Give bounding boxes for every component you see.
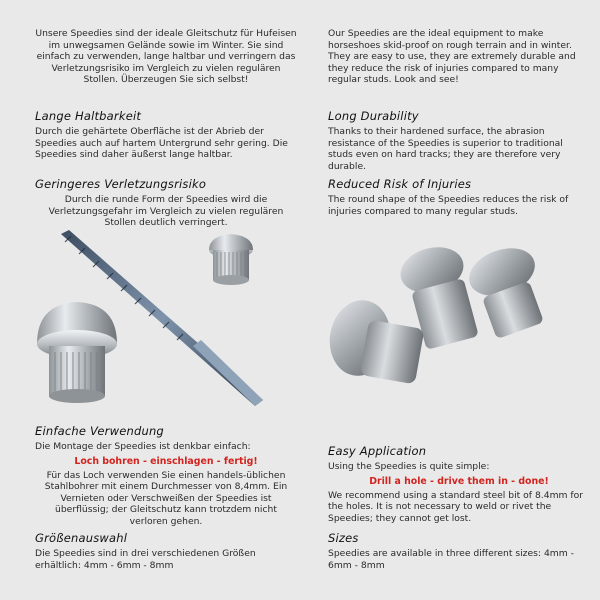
drill-and-studs-photo — [25, 228, 305, 420]
stud-front-icon — [324, 295, 425, 384]
de-risk-text: Durch die runde Form der Speedies wird die Verletzungsgefahr im Vergleich zu vielen regulären Stollen deutlich verringert. — [48, 194, 284, 229]
de-risk-block — [35, 177, 297, 229]
de-intro-text: Unsere Speedies sind der ideale Gleitschutz für Hufeisen im unwegsamen Gelände sowie im Winter. Sie sind einfach zu verwenden, lange haltbar und verringern das Verletzungsrisiko im Vergleich zu vielen regulären Stollen. Überzeugen Sie sich selbst! — [35, 28, 297, 86]
de-risk-title: Geringeres Verletzungsrisiko — [35, 177, 207, 191]
en-durability-block — [328, 109, 590, 172]
en-intro-text: Our Speedies are the ideal equipment to make horseshoes skid-proof on rough terrain and in winter. They are easy to use, they are extremely durable and they reduce the risk of injuries compared to many regular studs. Look and see! — [328, 28, 576, 86]
de-intro-block — [35, 28, 297, 86]
en-application-text-1: Using the Speedies is quite simple: — [328, 461, 490, 472]
three-studs-photo — [320, 228, 570, 428]
de-sizes-text: Die Speedies sind in drei verschiedenen Größen erhältlich: 4mm - 6mm - 8mm — [35, 548, 256, 571]
de-sizes-title: Größenauswahl — [35, 531, 128, 545]
en-sizes-block — [328, 531, 590, 571]
de-durability-title: Lange Haltbarkeit — [35, 109, 142, 123]
de-application-highlight: Loch bohren - einschlagen - fertig! — [74, 455, 258, 467]
en-risk-text: The round shape of the Speedies reduces the risk of injuries compared to many regular studs. — [328, 194, 569, 217]
en-application-text-2: We recommend using a standard steel bit of 8.4mm for the holes. It is not necessary to weld or rivet the Speedies; they cannot get lost. — [328, 489, 584, 524]
en-sizes-title: Sizes — [328, 531, 359, 545]
en-risk-title: Reduced Risk of Injuries — [328, 177, 472, 191]
de-application-block — [35, 424, 297, 528]
de-application-text-2: Für das Loch verwenden Sie einen handels-üblichen Stahlbohrer mit einem Durchmesser von 8,4mm. Ein Vernieten oder Verschweißen der Speedies ist überflüssig; der Gleitschutz kann trotzdem nicht verloren gehen. — [44, 469, 288, 527]
en-application-title: Easy Application — [328, 444, 427, 458]
en-application-highlight: Drill a hole - drive them in - done! — [369, 475, 549, 487]
en-durability-text: Thanks to their hardened surface, the abrasion resistance of the Speedies is superior to traditional studs even on hard tracks; they are therefore very durable. — [328, 126, 563, 172]
stud-small-icon — [209, 234, 253, 285]
stud-large-icon — [37, 302, 117, 403]
de-sizes-block — [35, 531, 297, 571]
de-durability-text: Durch die gehärtete Oberfläche ist der Abrieb der Speedies auch auf hartem Untergrund sehr gering. Die Speedies sind daher äußerst lange haltbar. — [35, 126, 288, 161]
en-intro-block — [328, 28, 590, 86]
de-application-title: Einfache Verwendung — [35, 424, 164, 438]
de-durability-block — [35, 109, 297, 161]
de-application-text-1: Die Montage der Speedies ist denkbar einfach: — [35, 441, 251, 452]
en-application-block — [328, 444, 590, 524]
en-durability-title: Long Durability — [328, 109, 419, 123]
en-sizes-text: Speedies are available in three different sizes: 4mm - 6mm - 8mm — [328, 548, 574, 571]
en-risk-block — [328, 177, 590, 217]
